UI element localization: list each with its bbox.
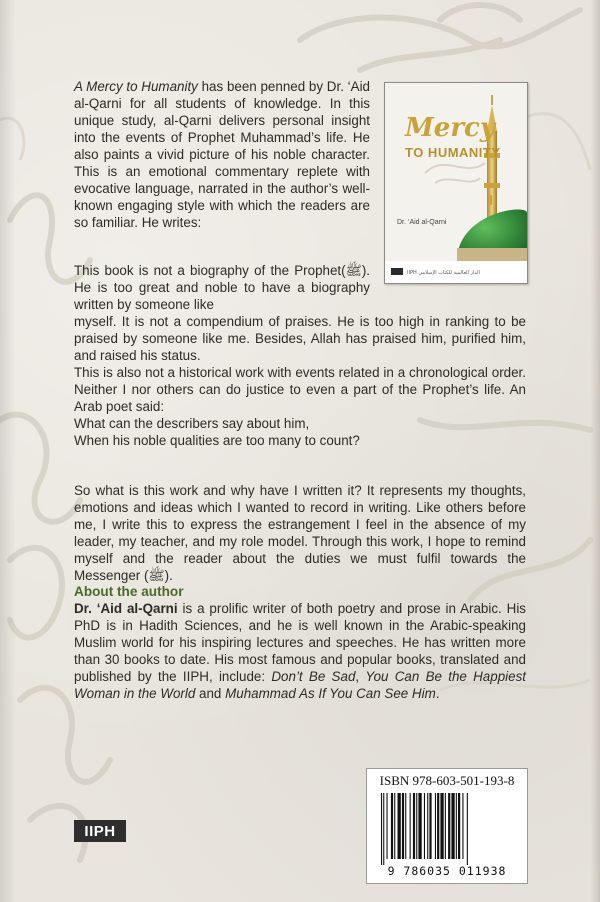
paragraph-3-text: So what is this work and why have I written it? It represents my thoughts, emotions and ideas which I wanted to record in writing. Like others before me, I write this to express the estrangement I feel in the absence of my leader, my teacher, and my role model. Through this work, I hope to remind myself and the reader about the duties we must fulfil towards the Messenger (ﷺ). bbox=[74, 483, 526, 583]
right-edge-texture bbox=[590, 0, 600, 902]
cover-title-humanity: TO HUMANITY bbox=[405, 145, 501, 160]
spine-shadow bbox=[0, 0, 16, 902]
quote-paragraph-1-narrow bbox=[74, 262, 370, 313]
quote-text-narrow: This book is not a biography of the Prophet(ﷺ). He is too great and noble to have a biography written by someone like bbox=[74, 263, 370, 312]
quote-text-wide: myself. It is not a compendium of praises. He is too high in ranking to be praised by someone like me. Besides, Allah has praised him, purified him, and raised his status. bbox=[74, 314, 526, 363]
cover-author: Dr. ‘Aid al-Qarni bbox=[397, 219, 447, 226]
quote-paragraph-2: This is also not a historical work with events related in a chronological order. Neither I nor others can do justice to even a part of the Prophet’s life. An Arab poet said: bbox=[74, 365, 526, 414]
about-heading: About the author bbox=[74, 584, 184, 599]
poem-line-1: What can the describers say about him, bbox=[74, 416, 310, 431]
about-author-section bbox=[74, 583, 526, 702]
intro-text: has been penned by Dr. ‘Aid al-Qarni for all students of knowledge. In this unique study, al-Qarni delivers personal insight into the events of Prophet Muhammad’s life. He also paints a vivid picture of his noble character. This is an emotional commentary replete with evocative language, narrated in the author’s well-known engaging style with which the readers are so familiar. He writes: bbox=[74, 79, 370, 230]
cover-publisher-text: IIPH الدار العالمية للكتاب الإسلامي bbox=[407, 270, 480, 276]
cover-publisher-logo bbox=[391, 268, 403, 275]
barcode-number: 9 786035 011938 bbox=[387, 864, 507, 878]
author-name: Dr. ‘Aid al-Qarni bbox=[74, 601, 178, 616]
book-title-3: Muhammad As If You Can See Him bbox=[225, 686, 436, 701]
paragraph-3 bbox=[74, 482, 526, 584]
book-title-2: You Can Be the Happiest Woman in the World bbox=[74, 669, 526, 701]
intro-title: A Mercy to Humanity bbox=[74, 79, 198, 94]
publisher-logo: IIPH bbox=[74, 820, 126, 842]
isbn-label: ISBN 978-603-501-193-8 bbox=[379, 773, 515, 788]
about-text: Dr. ‘Aid al-Qarni is a prolific writer of both poetry and prose in Arabic. His PhD is in Hadith Sciences, and he is well known in the Arabic-speaking Muslim world for his inspiring lectures and speeches. He has written more than 30 books to date. His most famous and popular books, translated and published by the IIPH, include: Don’t Be Sad, You Can Be the Happiest Woman in the World and Muhammad As If You Can See Him. bbox=[74, 601, 526, 701]
cover-title-mercy: Mercy bbox=[405, 113, 495, 143]
quote-paragraph-1-wide bbox=[74, 313, 526, 449]
book-title-1: Don’t Be Sad bbox=[271, 669, 356, 684]
intro-paragraph bbox=[74, 78, 370, 231]
book-cover-thumbnail bbox=[384, 82, 528, 284]
poem-line-2: When his noble qualities are too many to count? bbox=[74, 433, 360, 448]
barcode-bars bbox=[367, 769, 527, 869]
barcode-box bbox=[366, 768, 528, 884]
